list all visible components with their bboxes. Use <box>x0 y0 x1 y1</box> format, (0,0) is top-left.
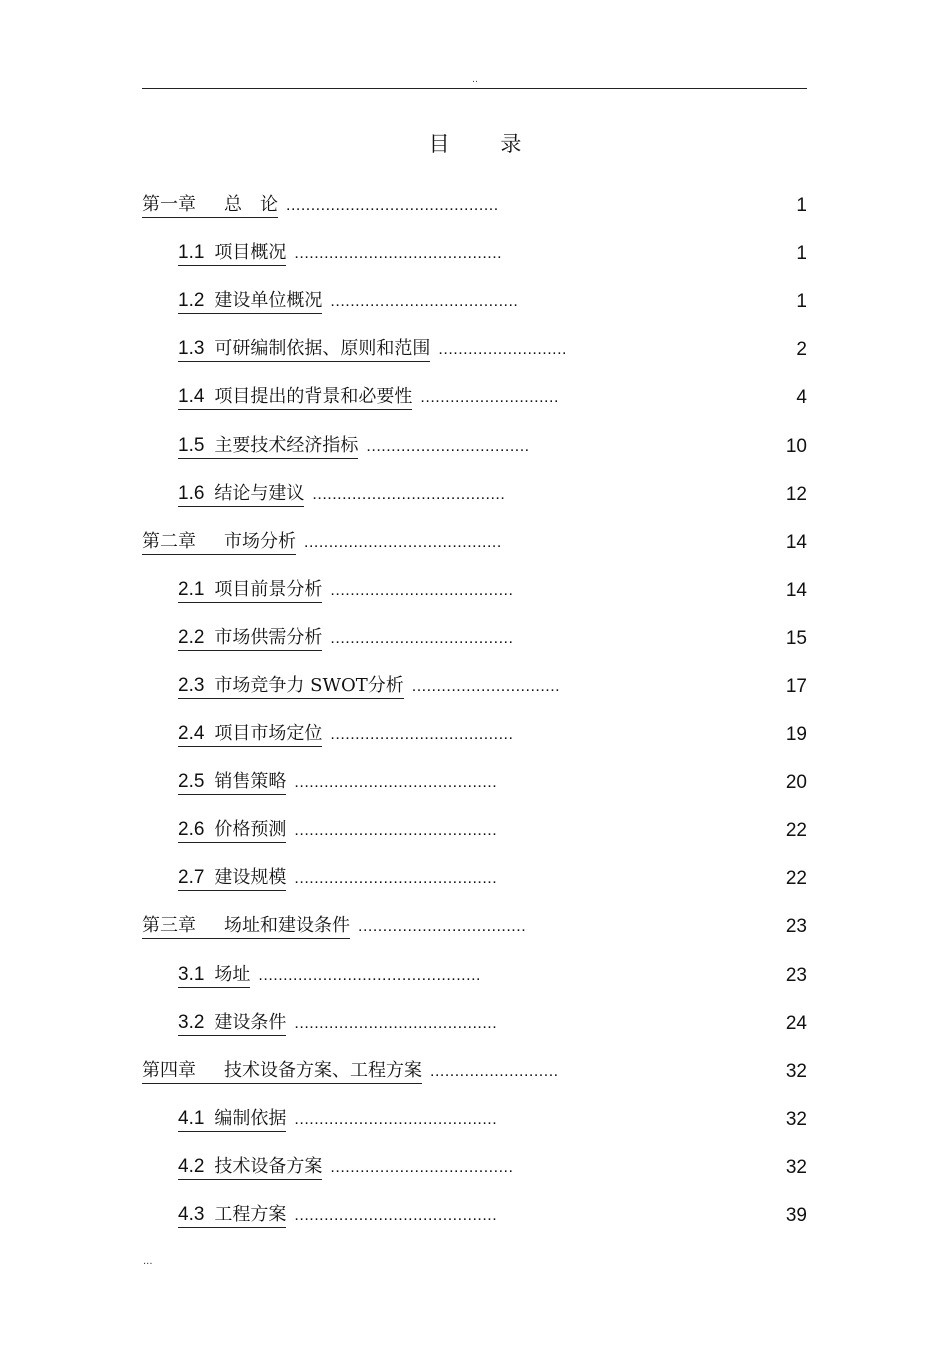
toc-number: 第三章 <box>142 915 196 937</box>
toc-page-number: 22 <box>785 868 807 890</box>
toc-label: 项目提出的背景和必要性 <box>214 386 413 408</box>
toc-page-number: 23 <box>785 916 807 938</box>
toc-number: 3.1 <box>178 963 205 985</box>
toc-entry-link[interactable] <box>178 723 322 747</box>
toc-number: 第四章 <box>142 1059 196 1081</box>
toc-entry-link[interactable] <box>178 819 286 843</box>
toc-entry-link[interactable] <box>142 531 296 555</box>
toc-section-row[interactable] <box>142 374 807 422</box>
toc-entry-link[interactable] <box>178 435 358 459</box>
toc-section-row[interactable] <box>142 278 807 326</box>
toc-page-number: 32 <box>785 1060 807 1082</box>
toc-number: 1.4 <box>178 386 205 408</box>
toc-label: 项目前景分析 <box>214 578 323 600</box>
toc-section-row[interactable] <box>142 615 807 663</box>
toc-label: 项目市场定位 <box>214 723 323 745</box>
toc-leader-dots: ................................. <box>366 437 530 455</box>
toc-label: 价格预测 <box>214 819 287 841</box>
toc-page-number: 14 <box>785 531 807 553</box>
toc-section-row[interactable] <box>142 230 807 278</box>
toc-number: 1.2 <box>178 290 205 312</box>
toc-leader-dots: .......................................... <box>294 245 503 263</box>
toc-leader-dots: ......................................... <box>294 822 498 840</box>
toc-number: 第一章 <box>142 194 196 216</box>
toc-leader-dots: ..................................... <box>330 726 514 744</box>
toc-label: 技术设备方案 <box>214 1155 323 1177</box>
toc-section-row[interactable] <box>142 1000 807 1048</box>
toc-section-row[interactable] <box>142 952 807 1000</box>
toc-leader-dots: ..................................... <box>330 581 514 599</box>
toc-page-number: 32 <box>785 1108 807 1130</box>
toc-entry-link[interactable] <box>142 194 278 218</box>
toc-chapter-row[interactable] <box>142 182 807 230</box>
toc-entry-link[interactable] <box>178 1156 322 1180</box>
toc-number: 2.5 <box>178 771 205 793</box>
toc-leader-dots: ......................................... <box>294 1110 498 1128</box>
toc-section-row[interactable] <box>142 422 807 470</box>
toc-entry-link[interactable] <box>178 483 304 507</box>
toc-entry-link[interactable] <box>142 1060 422 1084</box>
toc-page-number: 17 <box>785 675 807 697</box>
toc-number: 1.3 <box>178 338 205 360</box>
toc-page-number: 32 <box>785 1156 807 1178</box>
toc-section-row[interactable] <box>142 663 807 711</box>
toc-entry-link[interactable] <box>178 338 430 362</box>
toc-page-number: 14 <box>785 579 807 601</box>
toc-page-number: 12 <box>785 483 807 505</box>
toc-entry-link[interactable] <box>142 915 350 939</box>
toc-entry-link[interactable] <box>178 242 286 266</box>
toc-section-row[interactable] <box>142 1096 807 1144</box>
toc-number: 1.1 <box>178 242 205 264</box>
toc-section-row[interactable] <box>142 471 807 519</box>
toc-number: 2.4 <box>178 723 205 745</box>
toc-section-row[interactable] <box>142 711 807 759</box>
toc-label: 建设条件 <box>214 1011 287 1033</box>
toc-number: 2.6 <box>178 819 205 841</box>
toc-section-row[interactable] <box>142 1192 807 1240</box>
toc-number: 4.1 <box>178 1107 205 1129</box>
toc-page-number: 15 <box>785 627 807 649</box>
toc-label: 建设规模 <box>214 867 287 889</box>
toc-label: 总 论 <box>224 194 278 216</box>
toc-label: 可研编制依据、原则和范围 <box>214 338 431 360</box>
toc-leader-dots: ............................ <box>420 389 559 407</box>
header-rule <box>142 88 807 89</box>
toc-leader-dots: .................................. <box>358 918 527 936</box>
toc-page-number: 20 <box>785 772 807 794</box>
toc-section-row[interactable] <box>142 1144 807 1192</box>
toc-section-row[interactable] <box>142 807 807 855</box>
toc-page-number: 4 <box>796 387 807 409</box>
toc-label: 编制依据 <box>214 1107 287 1129</box>
toc-entry-link[interactable] <box>178 1012 286 1036</box>
toc-leader-dots: ....................................... <box>312 485 506 503</box>
toc-number: 4.3 <box>178 1204 205 1226</box>
toc-leader-dots: ........................................ <box>304 533 502 551</box>
toc-number: 1.6 <box>178 482 205 504</box>
toc-page-number: 1 <box>796 243 807 265</box>
toc-page-number: 2 <box>796 339 807 361</box>
toc-page-number: 19 <box>785 724 807 746</box>
toc-entry-link[interactable] <box>178 1204 286 1228</box>
table-of-contents <box>142 182 807 1240</box>
toc-entry-link[interactable] <box>178 290 322 314</box>
toc-leader-dots: .............................. <box>411 677 561 695</box>
toc-label: 市场供需分析 <box>214 626 323 648</box>
toc-entry-link[interactable] <box>178 579 322 603</box>
toc-section-row[interactable] <box>142 326 807 374</box>
toc-label: 场址 <box>214 963 251 985</box>
toc-number: 2.3 <box>178 674 205 696</box>
toc-section-row[interactable] <box>142 855 807 903</box>
toc-entry-link[interactable] <box>178 675 404 699</box>
toc-page-number: 24 <box>785 1012 807 1034</box>
toc-leader-dots: ......................................... <box>294 1207 498 1225</box>
toc-label: 市场分析 <box>224 530 296 552</box>
page-title: 目 录 <box>428 132 544 156</box>
toc-entry-link[interactable] <box>178 964 250 988</box>
toc-label: 技术设备方案、工程方案 <box>224 1059 422 1081</box>
toc-page-number: 1 <box>796 291 807 313</box>
toc-label: 场址和建设条件 <box>224 915 350 937</box>
toc-number: 第二章 <box>142 530 196 552</box>
toc-entry-link[interactable] <box>178 1108 286 1132</box>
toc-page-number: 23 <box>785 964 807 986</box>
toc-entry-link[interactable] <box>178 386 412 410</box>
toc-leader-dots: ..................................... <box>330 629 514 647</box>
toc-label: 项目概况 <box>214 242 287 264</box>
toc-entry-link[interactable] <box>178 867 286 891</box>
toc-entry-link[interactable] <box>178 627 322 651</box>
toc-leader-dots: ......................................... <box>294 1014 498 1032</box>
toc-number: 2.1 <box>178 578 205 600</box>
toc-label: 建设单位概况 <box>214 290 323 312</box>
toc-label: 销售策略 <box>214 771 287 793</box>
toc-number: 2.7 <box>178 867 205 889</box>
toc-page-number: 22 <box>785 820 807 842</box>
toc-leader-dots: ............................................. <box>258 966 481 984</box>
toc-page-number: 39 <box>785 1205 807 1227</box>
toc-section-row[interactable] <box>142 759 807 807</box>
toc-leader-dots: ......................................... <box>294 774 498 792</box>
toc-leader-dots: ......................................... <box>294 870 498 888</box>
toc-leader-dots: .......................... <box>430 1062 559 1080</box>
toc-leader-dots: ........................................... <box>286 197 499 215</box>
toc-chapter-row[interactable] <box>142 1048 807 1096</box>
toc-leader-dots: ..................................... <box>330 1158 514 1176</box>
toc-page-number: 10 <box>785 435 807 457</box>
toc-label: 市场竞争力 SWOT分析 <box>214 674 404 696</box>
toc-number: 4.2 <box>178 1155 205 1177</box>
header-mark: .. <box>472 75 478 85</box>
toc-number: 2.2 <box>178 626 205 648</box>
toc-chapter-row[interactable] <box>142 903 807 951</box>
toc-chapter-row[interactable] <box>142 519 807 567</box>
footer-mark: ... <box>143 1256 153 1267</box>
toc-section-row[interactable] <box>142 567 807 615</box>
toc-number: 3.2 <box>178 1011 205 1033</box>
toc-entry-link[interactable] <box>178 771 286 795</box>
toc-page-number: 1 <box>796 195 807 217</box>
toc-number: 1.5 <box>178 434 205 456</box>
toc-label: 结论与建议 <box>214 482 305 504</box>
toc-label: 工程方案 <box>214 1204 287 1226</box>
toc-leader-dots: .......................... <box>438 341 567 359</box>
toc-label: 主要技术经济指标 <box>214 434 359 456</box>
toc-leader-dots: ...................................... <box>330 293 519 311</box>
